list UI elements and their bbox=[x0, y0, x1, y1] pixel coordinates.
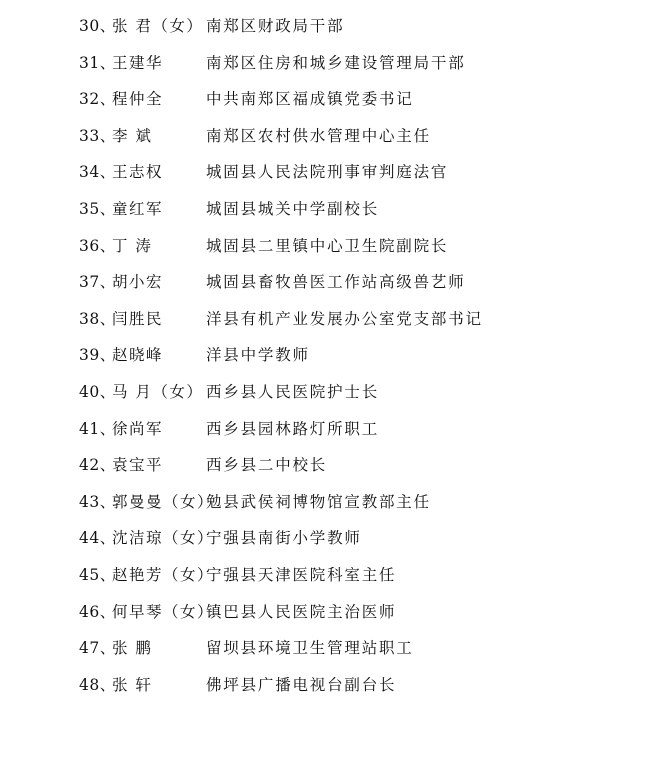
entry-role: 城固县城关中学副校长 bbox=[206, 199, 380, 218]
entry-number: 42、 bbox=[79, 456, 116, 475]
list-item bbox=[0, 630, 671, 667]
entry-number: 43、 bbox=[79, 492, 116, 511]
entry-role: 西乡县人民医院护士长 bbox=[206, 382, 380, 401]
entry-role: 中共南郑区福成镇党委书记 bbox=[206, 90, 414, 109]
entry-number: 41、 bbox=[79, 419, 116, 438]
entry-role: 洋县中学教师 bbox=[206, 346, 310, 365]
entry-role: 洋县有机产业发展办公室党支部书记 bbox=[206, 309, 483, 328]
list-item bbox=[0, 520, 671, 557]
entry-role: 勉县武侯祠博物馆宣教部主任 bbox=[206, 492, 431, 511]
entry-number: 32、 bbox=[79, 90, 116, 109]
entry-role: 西乡县二中校长 bbox=[206, 456, 328, 475]
entry-number: 46、 bbox=[79, 602, 116, 621]
entry-number: 40、 bbox=[79, 382, 116, 401]
entry-name: 童红军 bbox=[112, 199, 164, 218]
entry-number: 48、 bbox=[79, 675, 116, 694]
entry-number: 44、 bbox=[79, 529, 116, 548]
entry-name: 郭曼曼（女） bbox=[112, 492, 215, 511]
entry-role: 留坝县环境卫生管理站职工 bbox=[206, 639, 414, 658]
entry-name: 马 月（女） bbox=[112, 382, 204, 401]
entry-role: 宁强县南街小学教师 bbox=[206, 529, 362, 548]
list-item bbox=[0, 45, 671, 82]
personnel-list bbox=[0, 8, 671, 703]
list-item bbox=[0, 301, 671, 338]
list-item bbox=[0, 557, 671, 594]
entry-role: 南郑区住房和城乡建设管理局干部 bbox=[206, 53, 466, 72]
entry-role: 城固县二里镇中心卫生院副院长 bbox=[206, 236, 449, 255]
entry-number: 31、 bbox=[79, 53, 116, 72]
list-item bbox=[0, 264, 671, 301]
entry-role: 佛坪县广播电视台副台长 bbox=[206, 675, 397, 694]
list-item bbox=[0, 154, 671, 191]
entry-name: 丁 涛 bbox=[112, 236, 153, 255]
list-item bbox=[0, 118, 671, 155]
entry-number: 47、 bbox=[79, 639, 116, 658]
entry-number: 34、 bbox=[79, 163, 116, 182]
list-item bbox=[0, 594, 671, 631]
entry-name: 徐尚军 bbox=[112, 419, 164, 438]
entry-role: 西乡县园林路灯所职工 bbox=[206, 419, 380, 438]
entry-number: 33、 bbox=[79, 126, 116, 145]
entry-name: 赵晓峰 bbox=[112, 346, 164, 365]
entry-name: 袁宝平 bbox=[112, 456, 164, 475]
list-item bbox=[0, 228, 671, 265]
list-item bbox=[0, 374, 671, 411]
list-item bbox=[0, 667, 671, 704]
entry-number: 35、 bbox=[79, 199, 116, 218]
entry-name: 赵艳芳（女） bbox=[112, 565, 215, 584]
list-item bbox=[0, 81, 671, 118]
entry-role: 南郑区财政局干部 bbox=[206, 17, 345, 35]
entry-role: 南郑区农村供水管理中心主任 bbox=[206, 126, 431, 145]
entry-name: 李 斌 bbox=[112, 126, 153, 145]
list-item bbox=[0, 8, 671, 45]
entry-name: 张 君（女） bbox=[112, 17, 204, 35]
list-item bbox=[0, 337, 671, 374]
entry-role: 宁强县天津医院科室主任 bbox=[206, 565, 397, 584]
entry-name: 何早琴（女） bbox=[112, 602, 215, 621]
entry-name: 闫胜民 bbox=[112, 309, 164, 328]
entry-name: 程仲全 bbox=[112, 90, 164, 109]
entry-number: 30、 bbox=[79, 17, 116, 35]
list-item bbox=[0, 484, 671, 521]
entry-name: 王志权 bbox=[112, 163, 164, 182]
list-item bbox=[0, 447, 671, 484]
entry-name: 张 轩 bbox=[112, 675, 153, 694]
entry-name: 沈洁琼（女） bbox=[112, 529, 215, 548]
entry-number: 38、 bbox=[79, 309, 116, 328]
entry-number: 45、 bbox=[79, 565, 116, 584]
entry-name: 王建华 bbox=[112, 53, 164, 72]
entry-name: 胡小宏 bbox=[112, 273, 164, 292]
list-item bbox=[0, 411, 671, 448]
list-item bbox=[0, 191, 671, 228]
entry-role: 镇巴县人民医院主治医师 bbox=[206, 602, 397, 621]
entry-number: 37、 bbox=[79, 273, 116, 292]
entry-number: 36、 bbox=[79, 236, 116, 255]
entry-name: 张 鹏 bbox=[112, 639, 153, 658]
entry-number: 39、 bbox=[79, 346, 116, 365]
entry-role: 城固县人民法院刑事审判庭法官 bbox=[206, 163, 449, 182]
entry-role: 城固县畜牧兽医工作站高级兽艺师 bbox=[206, 273, 466, 292]
